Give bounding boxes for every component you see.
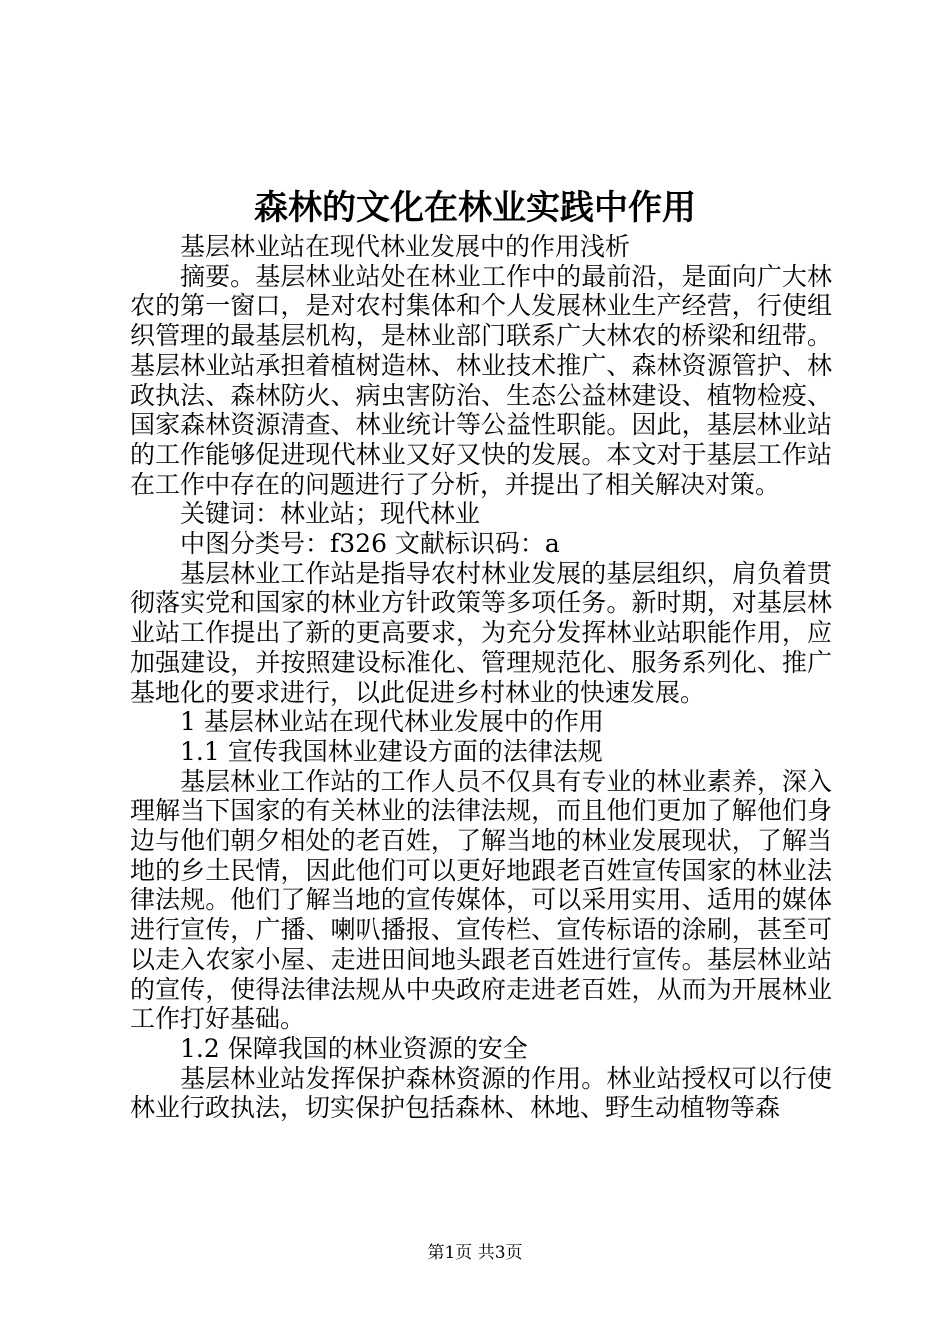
intro-paragraph: 基层林业工作站是指导农村林业发展的基层组织，肩负着贯彻落实党和国家的林业方针政策等多项任务。新时期，对基层林业站工作提出了新的更高要求，为充分发挥林业站职能作用，应加强建设，并按照建设标准化、管理规范化、服务系列化、推广基地化的要求进行，以此促进乡村林业的快速发展。: [130, 558, 832, 707]
section-heading-1-1: 1.1 宣传我国林业建设方面的法律法规: [180, 736, 603, 766]
section-heading-1-2: 1.2 保障我国的林业资源的安全: [180, 1033, 528, 1063]
subtitle-paragraph: 基层林业站在现代林业发展中的作用浅析: [180, 232, 631, 261]
section-heading-1: 1 基层林业站在现代林业发展中的作用: [180, 707, 604, 737]
document-body: [130, 232, 832, 1123]
section-1-2-paragraph: 基层林业站发挥保护森林资源的作用。林业站授权可以行使林业行政执法，切实保护包括森林、林地、野生动植物等森: [130, 1063, 832, 1123]
document-title: 森林的文化在林业实践中作用: [254, 188, 696, 228]
keywords-paragraph: 关键词：林业站；现代林业: [180, 499, 481, 529]
abstract-paragraph: 摘要。基层林业站处在林业工作中的最前沿，是面向广大林农的第一窗口，是对农村集体和个人发展林业生产经营，行使组织管理的最基层机构，是林业部门联系广大林农的桥梁和纽带。基层林业站承担着植树造林、林业技术推广、森林资源管护、林政执法、森林防火、病虫害防治、生态公益林建设、植物检疫、国家森林资源清查、林业统计等公益性职能。因此，基层林业站的工作能够促进现代林业又好又快的发展。本文对于基层工作站在工作中存在的问题进行了分析，并提出了相关解决对策。: [130, 261, 832, 499]
section-1-1-paragraph: 基层林业工作站的工作人员不仅具有专业的林业素养，深入理解当下国家的有关林业的法律法规，而且他们更加了解他们身边与他们朝夕相处的老百姓，了解当地的林业发展现状，了解当地的乡土民情，因此他们可以更好地跟老百姓宣传国家的林业法律法规。他们了解当地的宣传媒体，可以采用实用、适用的媒体进行宣传，广播、喇叭播报、宣传栏、宣传标语的涂刷，甚至可以走入农家小屋、走进田间地头跟老百姓进行宣传。基层林业站的宣传，使得法律法规从中央政府走进老百姓，从而为开展林业工作打好基础。: [130, 766, 832, 1034]
page-footer: 第1页 共3页: [427, 1243, 523, 1263]
classification-paragraph: 中图分类号：f326 文献标识码：a: [180, 529, 560, 559]
